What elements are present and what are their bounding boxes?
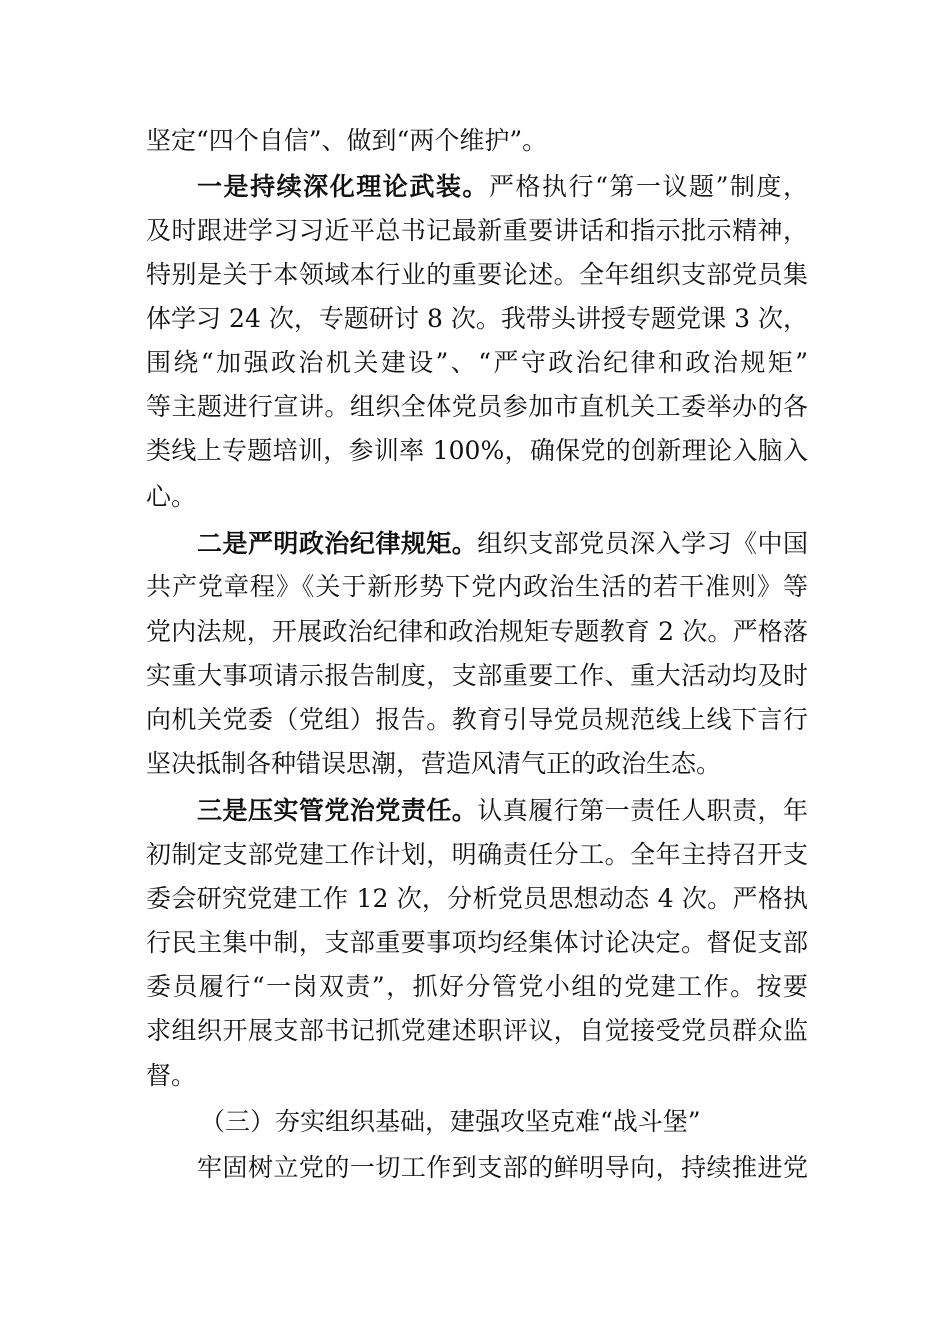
- paragraph-3-line-7: 督。: [146, 1061, 197, 1090]
- paragraph-2-heading: 二是严明政治纪律规矩。: [197, 529, 478, 558]
- paragraph-1-line-8: 心。: [146, 482, 197, 511]
- paragraph-2-text: 组织支部党员深入学习《中国: [477, 529, 808, 558]
- paragraph-3-line-4: 行民主集中制，支部重要事项均经集体讨论决定。督促支部: [146, 928, 808, 957]
- paragraph-2-line-1: [197, 524, 808, 564]
- paragraph-1-line-6: 等主题进行宣讲。组织全体党员参加市直机关工委举办的各: [146, 392, 808, 421]
- paragraph-1-text: 严格执行“第一议题”制度，: [488, 172, 808, 201]
- paragraph-1-line-3: 特别是关于本领域本行业的重要论述。全年组织支部党员集: [146, 260, 808, 289]
- paragraph-3-line-2: 初制定支部党建工作计划，明确责任分工。全年主持召开支: [146, 840, 808, 869]
- paragraph-3-text: 认真履行第一责任人职责，年: [477, 796, 808, 825]
- paragraph-2-line-5: 向机关党委（党组）报告。教育引导党员规范线上线下言行: [146, 705, 808, 734]
- paragraph-3-line-1: [197, 791, 808, 831]
- paragraph-1-line-5: 围绕“加强政治机关建设”、“严守政治纪律和政治规矩”: [146, 348, 808, 377]
- paragraph-2-line-2: 共产党章程》《关于新形势下党内政治生活的若干准则》等: [146, 572, 808, 601]
- paragraph-1-heading: 一是持续深化理论武装。: [197, 172, 489, 201]
- paragraph-4-line-1: 牢固树立党的一切工作到支部的鲜明导向，持续推进党: [197, 1153, 808, 1182]
- paragraph-2-line-4: 实重大事项请示报告制度，支部重要工作、重大活动均及时: [146, 661, 808, 690]
- paragraph-2-line-3: 党内法规，开展政治纪律和政治规矩专题教育 2 次。严格落: [146, 617, 808, 646]
- paragraph-3-line-6: 求组织开展支部书记抓党建述职评议，自觉接受党员群众监: [146, 1016, 808, 1045]
- paragraph-1-line-1: [197, 167, 808, 207]
- paragraph-3-line-5: 委员履行“一岗双责”，抓好分管党小组的党建工作。按要: [146, 972, 808, 1001]
- paragraph-3-line-3: 委会研究党建工作 12 次，分析党员思想动态 4 次。严格执: [146, 884, 808, 913]
- paragraph-2-line-6: 坚决抵制各种错误思潮，营造风清气正的政治生态。: [146, 749, 722, 778]
- paragraph-1-line-2: 及时跟进学习习近平总书记最新重要讲话和指示批示精神，: [146, 216, 808, 245]
- section-heading: （三）夯实组织基础，建强攻坚克难“战斗堡”: [200, 1107, 701, 1136]
- paragraph-3-heading: 三是压实管党治党责任。: [197, 796, 478, 825]
- paragraph-1-line-4: 体学习 24 次，专题研讨 8 次。我带头讲授专题党课 3 次，: [146, 304, 808, 333]
- paragraph-1-line-7: 类线上专题培训，参训率 100%，确保党的创新理论入脑入: [146, 436, 808, 465]
- intro-line: 坚定“四个自信”、做到“两个维护”。: [146, 126, 548, 155]
